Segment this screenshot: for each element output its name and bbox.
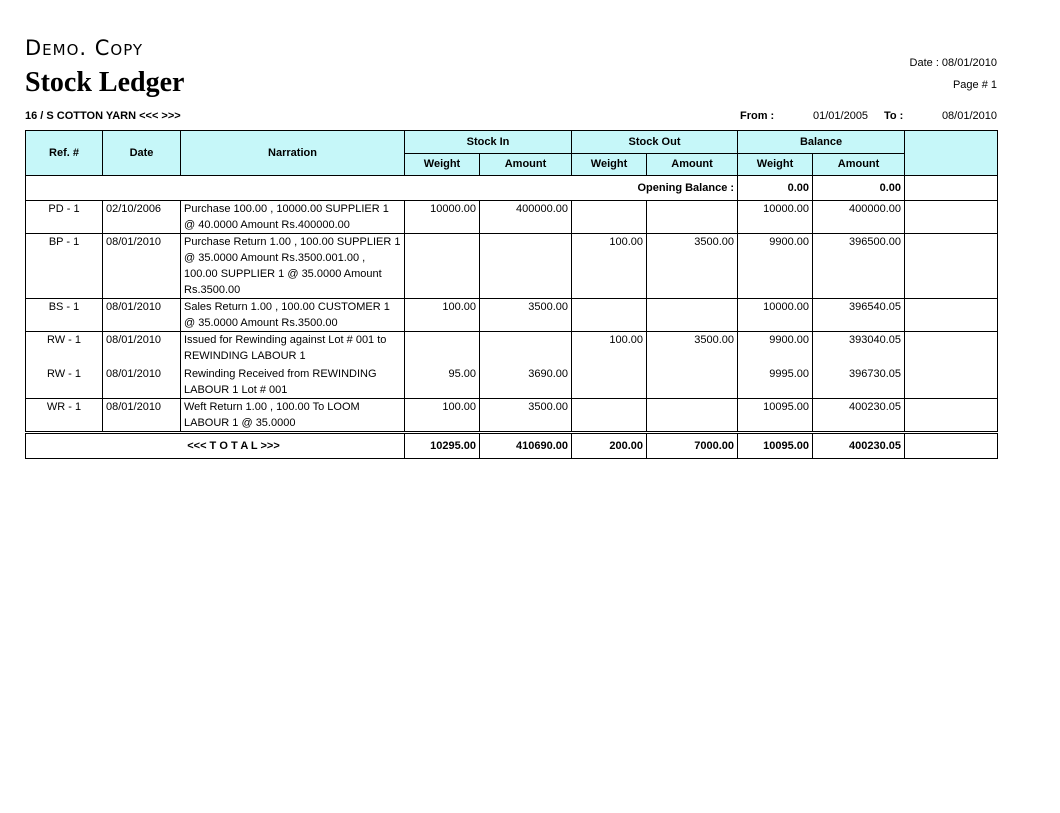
row-in-amount: 3690.00 (480, 364, 572, 399)
row-extra (905, 201, 998, 234)
row-bal-amount: 396540.05 (813, 299, 905, 332)
row-bal-weight: 9995.00 (738, 364, 813, 399)
totals-in-weight: 10295.00 (405, 433, 480, 459)
row-date: 08/01/2010 (103, 364, 181, 399)
row-ref: BS - 1 (26, 299, 103, 332)
row-in-amount: 400000.00 (480, 201, 572, 234)
col-balance-header: Balance (738, 131, 905, 154)
row-bal-weight: 9900.00 (738, 234, 813, 299)
row-out-amount (647, 201, 738, 234)
row-date: 02/10/2006 (103, 201, 181, 234)
row-bal-amount: 396500.00 (813, 234, 905, 299)
watermark-label: Demo. Copy (25, 36, 144, 60)
row-extra (905, 234, 998, 299)
opening-balance-amount: 0.00 (813, 176, 905, 201)
row-ref: WR - 1 (26, 399, 103, 433)
to-date: 08/01/2010 (941, 110, 997, 122)
row-in-weight (405, 234, 480, 299)
col-date-header: Date (103, 131, 181, 176)
from-label: From : (740, 110, 775, 122)
row-out-weight (572, 364, 647, 399)
item-name: 16 / S COTTON YARN <<< >>> (25, 110, 181, 122)
col-out-weight-header: Weight (572, 153, 647, 176)
row-bal-weight: 10095.00 (738, 399, 813, 433)
row-narration: Purchase Return 1.00 , 100.00 SUPPLIER 1 @ 35.0000 Amount Rs.3500.001.00 , 100.00 SUPPLIER 1 @ 35.0000 Amount Rs.3500.00 (181, 234, 405, 299)
row-extra (905, 332, 998, 365)
totals-out-weight: 200.00 (572, 433, 647, 459)
row-narration: Issued for Rewinding against Lot # 001 to REWINDING LABOUR 1 (181, 332, 405, 365)
row-in-amount (480, 234, 572, 299)
opening-balance-label: Opening Balance : (26, 176, 738, 201)
row-date: 08/01/2010 (103, 299, 181, 332)
row-narration: Purchase 100.00 , 10000.00 SUPPLIER 1 @ 40.0000 Amount Rs.400000.00 (181, 201, 405, 234)
row-out-weight: 100.00 (572, 332, 647, 365)
row-out-amount (647, 399, 738, 433)
row-in-weight: 95.00 (405, 364, 480, 399)
row-out-amount (647, 299, 738, 332)
row-in-weight: 100.00 (405, 299, 480, 332)
report-title: Stock Ledger (25, 67, 185, 98)
row-out-weight (572, 299, 647, 332)
row-out-amount: 3500.00 (647, 234, 738, 299)
col-extra-header (905, 131, 998, 176)
row-extra (905, 299, 998, 332)
row-date: 08/01/2010 (103, 332, 181, 365)
col-bal-amount-header: Amount (813, 153, 905, 176)
totals-row (26, 433, 998, 459)
totals-label: <<< T O T A L >>> (26, 433, 405, 459)
table-row (26, 201, 998, 234)
table-row (26, 332, 998, 365)
opening-balance-extra (905, 176, 998, 201)
stock-ledger-table (25, 130, 998, 459)
from-date: 01/01/2005 (813, 110, 869, 122)
row-date: 08/01/2010 (103, 234, 181, 299)
row-bal-amount: 400000.00 (813, 201, 905, 234)
to-label: To : (884, 110, 904, 122)
row-ref: RW - 1 (26, 332, 103, 365)
table-row (26, 364, 998, 399)
row-in-amount: 3500.00 (480, 299, 572, 332)
row-narration: Rewinding Received from REWINDING LABOUR 1 Lot # 001 (181, 364, 405, 399)
row-ref: PD - 1 (26, 201, 103, 234)
col-stock-out-header: Stock Out (572, 131, 738, 154)
row-bal-amount: 393040.05 (813, 332, 905, 365)
totals-out-amount: 7000.00 (647, 433, 738, 459)
row-in-weight (405, 332, 480, 365)
row-date: 08/01/2010 (103, 399, 181, 433)
row-extra (905, 364, 998, 399)
row-narration: Sales Return 1.00 , 100.00 CUSTOMER 1 @ 35.0000 Amount Rs.3500.00 (181, 299, 405, 332)
row-bal-amount: 396730.05 (813, 364, 905, 399)
col-out-amount-header: Amount (647, 153, 738, 176)
opening-balance-row (26, 176, 998, 201)
row-out-amount (647, 364, 738, 399)
row-in-weight: 10000.00 (405, 201, 480, 234)
row-ref: BP - 1 (26, 234, 103, 299)
page-number: Page # 1 (952, 79, 997, 91)
table-row (26, 399, 998, 433)
row-narration: Weft Return 1.00 , 100.00 To LOOM LABOUR 1 @ 35.0000 (181, 399, 405, 433)
header-row-1 (26, 131, 998, 154)
row-bal-weight: 10000.00 (738, 299, 813, 332)
row-in-amount: 3500.00 (480, 399, 572, 433)
row-in-weight: 100.00 (405, 399, 480, 433)
col-bal-weight-header: Weight (738, 153, 813, 176)
col-in-amount-header: Amount (480, 153, 572, 176)
row-ref: RW - 1 (26, 364, 103, 399)
totals-bal-amount: 400230.05 (813, 433, 905, 459)
table-row (26, 234, 998, 299)
row-bal-weight: 9900.00 (738, 332, 813, 365)
row-out-weight (572, 399, 647, 433)
totals-in-amount: 410690.00 (480, 433, 572, 459)
row-in-amount (480, 332, 572, 365)
col-ref-header: Ref. # (26, 131, 103, 176)
opening-balance-weight: 0.00 (738, 176, 813, 201)
totals-bal-weight: 10095.00 (738, 433, 813, 459)
row-out-weight: 100.00 (572, 234, 647, 299)
totals-extra (905, 433, 998, 459)
row-extra (905, 399, 998, 433)
col-narration-header: Narration (181, 131, 405, 176)
row-out-weight (572, 201, 647, 234)
row-bal-weight: 10000.00 (738, 201, 813, 234)
row-out-amount: 3500.00 (647, 332, 738, 365)
table-row (26, 299, 998, 332)
report-date: Date : 08/01/2010 (909, 57, 997, 69)
col-in-weight-header: Weight (405, 153, 480, 176)
col-stock-in-header: Stock In (405, 131, 572, 154)
row-bal-amount: 400230.05 (813, 399, 905, 433)
